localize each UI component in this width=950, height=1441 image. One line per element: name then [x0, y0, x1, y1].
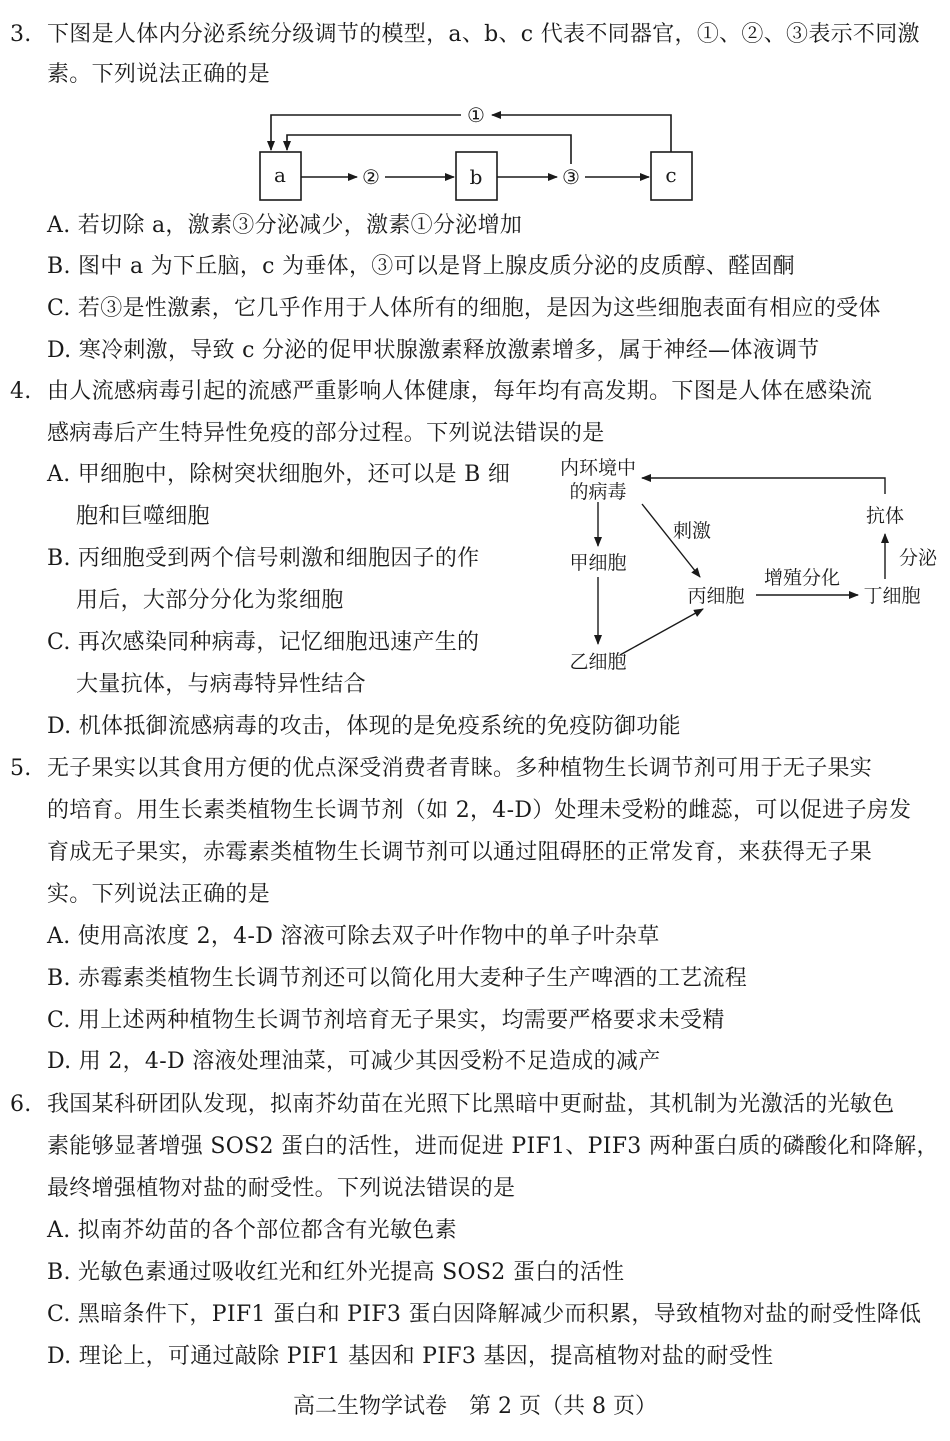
q5-number: 5.	[10, 756, 32, 781]
q3-label-a: a	[274, 163, 286, 187]
q4-node-ding: 丁细胞	[863, 585, 921, 607]
q6-number: 6.	[10, 1092, 32, 1117]
q3-hormone-2: ②	[362, 165, 380, 189]
q4-node-antibody: 抗体	[865, 505, 905, 527]
q3-number: 3.	[10, 22, 32, 47]
q4-immune-process-diagram	[540, 452, 940, 682]
q3-label-c: c	[665, 163, 677, 187]
q3-label-b: b	[469, 165, 483, 189]
q3-hormone-3: ③	[562, 165, 580, 189]
q4-number: 4.	[10, 379, 32, 404]
q4-node-virus-line-2: 的病毒	[569, 481, 627, 503]
q4-node-yi: 乙细胞	[569, 651, 627, 673]
q4-label-secrete: 分泌	[898, 547, 938, 569]
q4-label-stimulate: 刺激	[672, 520, 712, 542]
q4-node-virus-line-1: 内环境中	[559, 457, 637, 479]
page-footer: 高二生物学试卷 第 2 页（共 8 页）	[293, 1394, 657, 1419]
q3-hormone-regulation-diagram	[250, 100, 710, 208]
q4-node-bing: 丙细胞	[687, 585, 745, 607]
q4-label-proliferate: 增殖分化	[763, 567, 841, 589]
q4-node-jia: 甲细胞	[569, 552, 627, 574]
q3-hormone-1: ①	[467, 103, 485, 127]
